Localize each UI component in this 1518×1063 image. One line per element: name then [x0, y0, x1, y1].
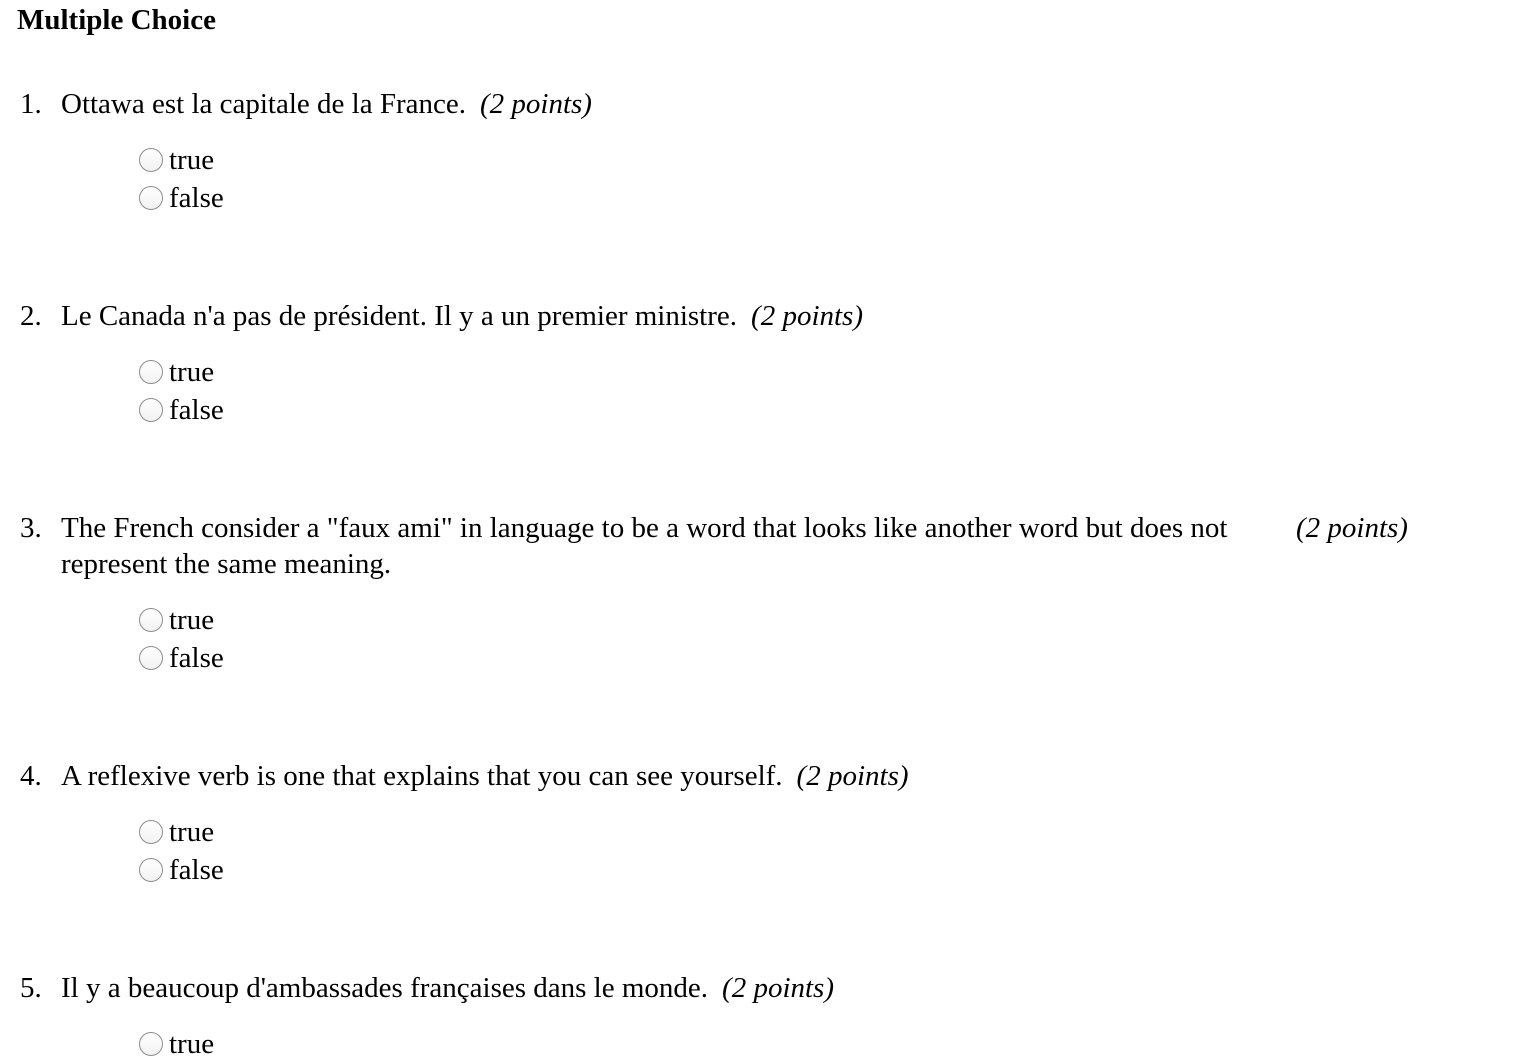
answer-options	[139, 813, 224, 889]
question-number: 3.	[20, 512, 42, 544]
question-text	[61, 86, 592, 122]
option-label: false	[169, 182, 224, 214]
option-true[interactable]	[139, 813, 224, 851]
question-number: 2.	[20, 300, 42, 332]
question-points: (2 points)	[722, 972, 834, 1004]
answer-options	[139, 1025, 214, 1063]
radio-button[interactable]	[139, 820, 163, 844]
question-points: (2 points)	[480, 88, 592, 120]
radio-button[interactable]	[139, 186, 163, 210]
option-label: true	[169, 604, 215, 636]
option-label: true	[169, 1028, 215, 1060]
question-prompt: Il y a beaucoup d'ambassades françaises dans le monde.	[61, 972, 709, 1004]
radio-button[interactable]	[139, 608, 163, 632]
option-true[interactable]	[139, 353, 224, 391]
option-label: true	[169, 816, 215, 848]
option-false[interactable]	[139, 179, 224, 217]
option-true[interactable]	[139, 601, 224, 639]
option-false[interactable]	[139, 851, 224, 889]
question-number: 4.	[20, 760, 42, 792]
question-number: 1.	[20, 88, 42, 120]
question-points: (2 points)	[751, 300, 863, 332]
question-number: 5.	[20, 972, 42, 1004]
answer-options	[139, 141, 224, 217]
option-label: true	[169, 356, 215, 388]
question-text	[61, 298, 863, 334]
option-false[interactable]	[139, 391, 224, 429]
question-text	[61, 758, 909, 794]
option-false[interactable]	[139, 639, 224, 677]
question-prompt: Ottawa est la capitale de la France.	[61, 88, 466, 120]
question-text: The French consider a "faux ami" in language to be a word that looks like another word but does not represent the same meaning.	[61, 512, 1228, 580]
option-true[interactable]	[139, 1025, 214, 1063]
option-label: false	[169, 642, 224, 674]
question-prompt: A reflexive verb is one that explains that you can see yourself.	[61, 760, 783, 792]
radio-button[interactable]	[139, 646, 163, 670]
option-label: false	[169, 854, 224, 886]
question-points: (2 points)	[1296, 512, 1408, 544]
answer-options	[139, 353, 224, 429]
radio-button[interactable]	[139, 148, 163, 172]
option-label: false	[169, 394, 224, 426]
answer-options	[139, 601, 224, 677]
radio-button[interactable]	[139, 858, 163, 882]
radio-button[interactable]	[139, 398, 163, 422]
option-label: true	[169, 144, 215, 176]
option-true[interactable]	[139, 141, 224, 179]
section-title: Multiple Choice	[17, 4, 216, 36]
question-prompt: Le Canada n'a pas de président. Il y a un premier ministre.	[61, 300, 738, 332]
question-points: (2 points)	[796, 760, 909, 792]
radio-button[interactable]	[139, 360, 163, 384]
question-text	[61, 970, 834, 1006]
